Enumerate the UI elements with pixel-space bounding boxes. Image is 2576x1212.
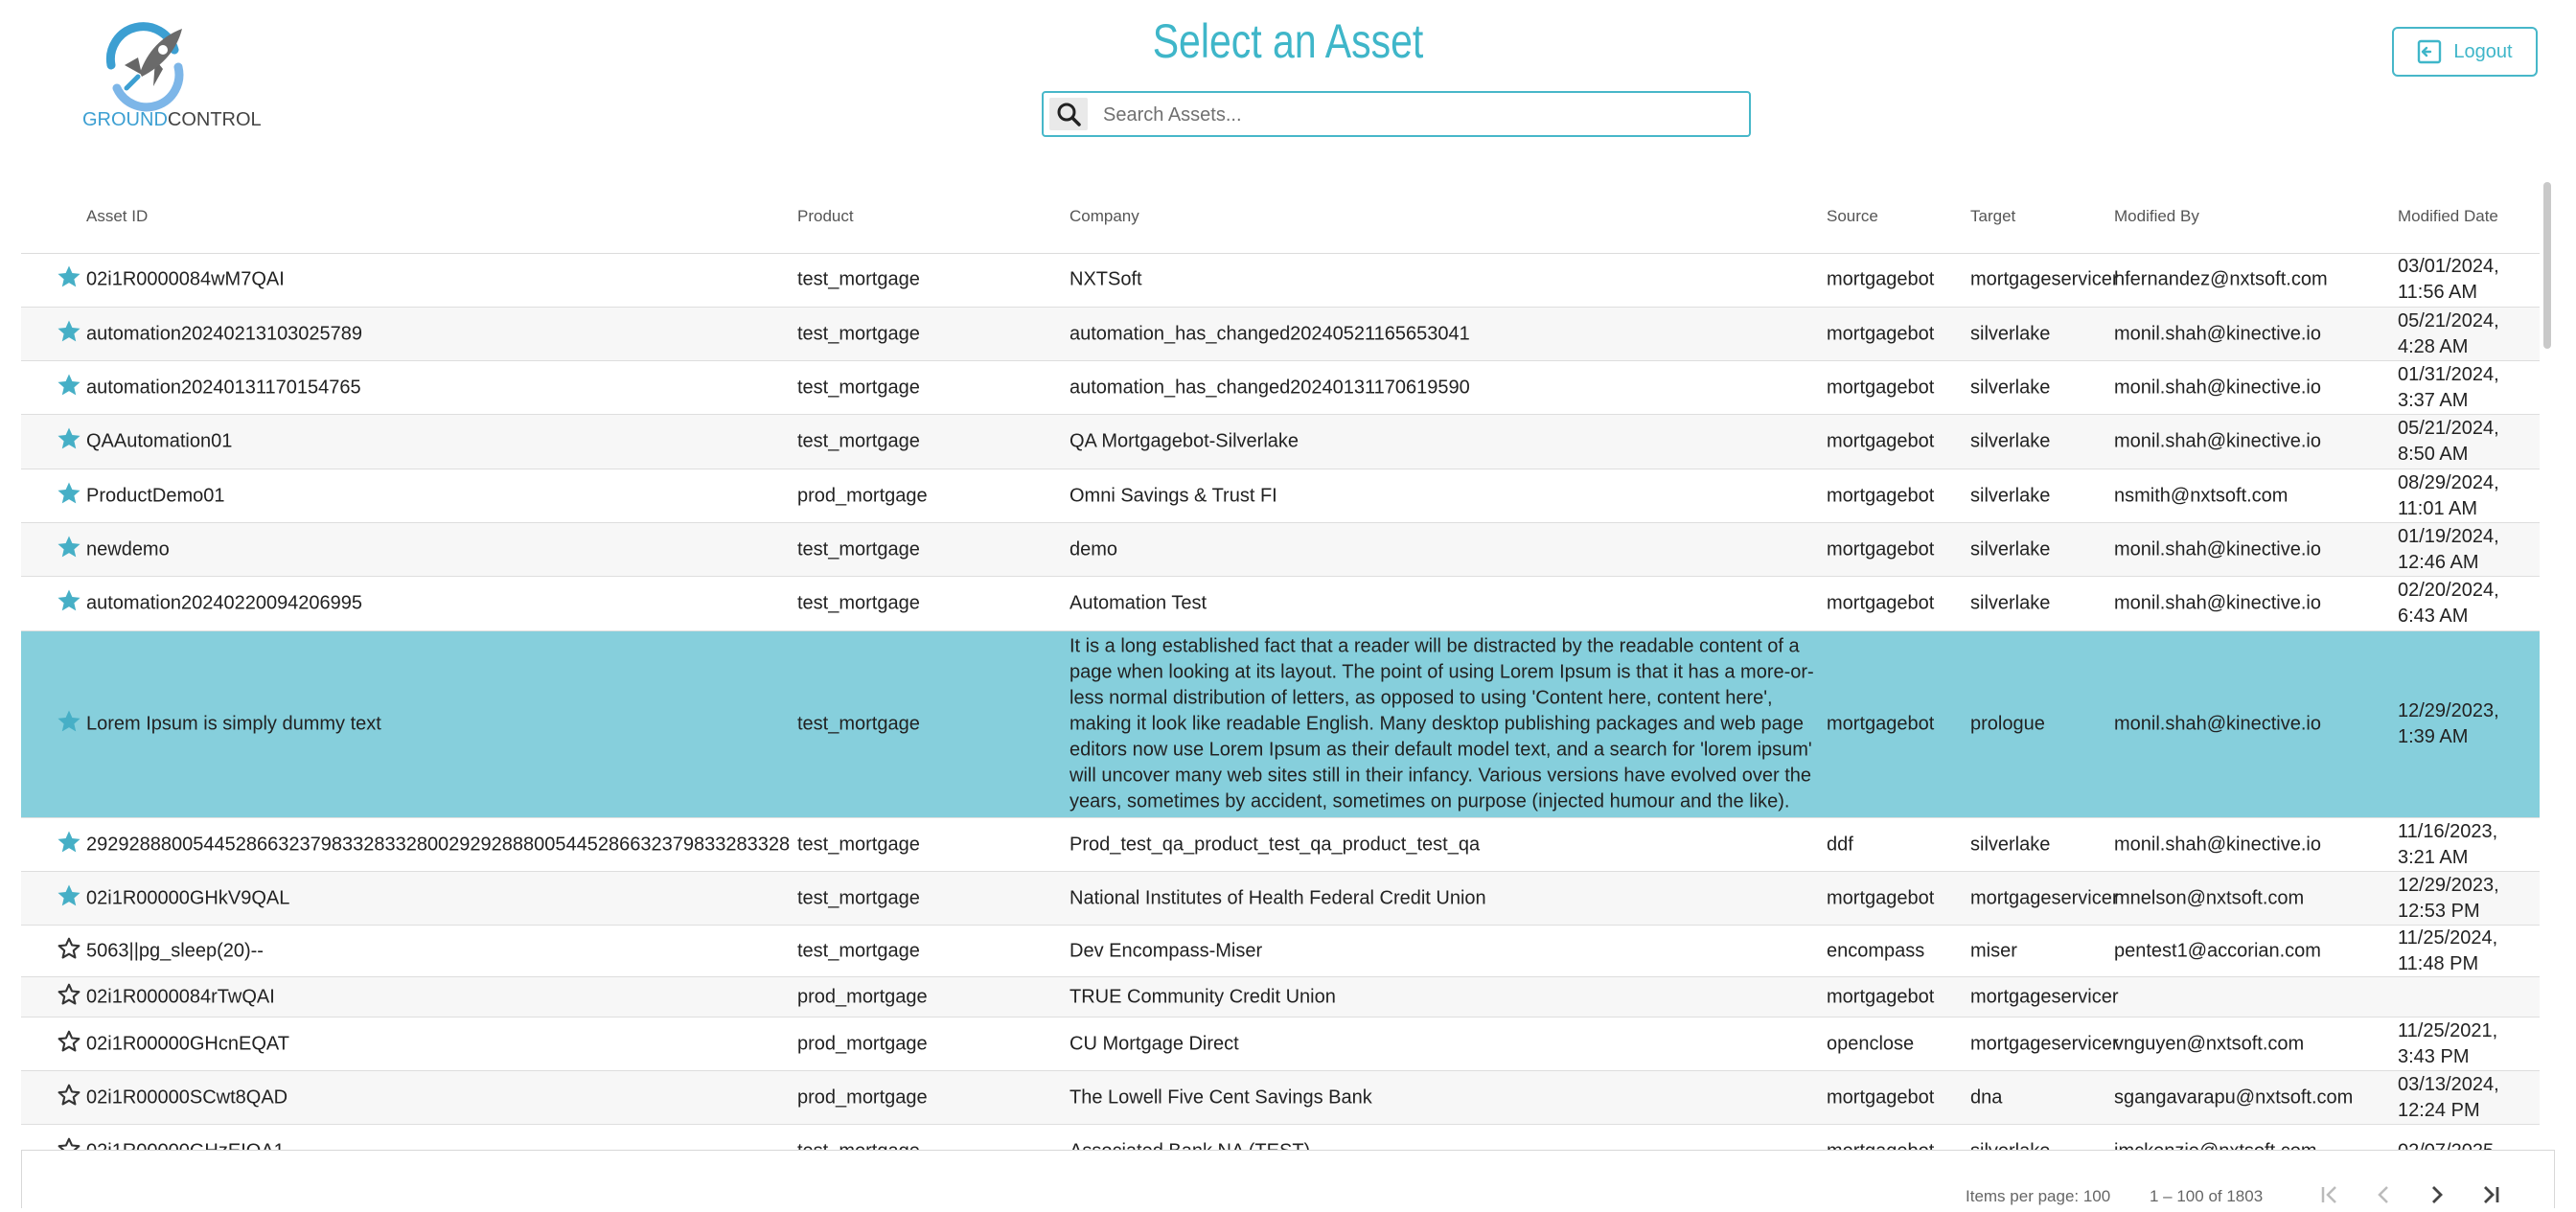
cell-asset-id: automation20240220094206995 (86, 592, 363, 614)
cell-target: mortgageservicer (1970, 887, 2119, 908)
cell-modified-by: monil.shah@kinective.io (2114, 538, 2321, 560)
header-product[interactable]: Product (797, 207, 854, 225)
cell-target: mortgageservicer (1970, 986, 2119, 1007)
cell-product: prod_mortgage (797, 1086, 928, 1108)
cell-company: TRUE Community Credit Union (1070, 986, 1336, 1007)
cell-source: mortgagebot (1827, 377, 1935, 398)
cell-modified-by: monil.shah@kinective.io (2114, 834, 2321, 855)
time-line: 1:39 AM (2398, 726, 2469, 747)
cell-modified-date (2398, 309, 2499, 360)
cell-company: Dev Encompass-Miser (1070, 940, 1263, 961)
star-filled-icon[interactable] (56, 533, 82, 560)
table-scrollbar[interactable] (2540, 182, 2555, 1150)
cell-company: Automation Test (1070, 592, 1208, 614)
star-filled-icon[interactable] (56, 587, 82, 614)
cell-modified-date (2398, 1072, 2499, 1124)
table-row[interactable] (21, 1018, 2540, 1071)
cell-source: mortgagebot (1827, 713, 1935, 735)
star-filled-icon[interactable] (56, 828, 82, 855)
cell-asset-id: 02i1R0000084rTwQAI (86, 986, 275, 1007)
cell-product: test_mortgage (797, 377, 920, 398)
cell-company: NXTSoft (1070, 268, 1142, 290)
table-header (21, 182, 2540, 254)
cell-product: test_mortgage (797, 538, 920, 560)
cell-modified-date (2398, 819, 2497, 871)
cell-source: mortgagebot (1827, 887, 1935, 908)
paginator (21, 1150, 2555, 1208)
star-outline-icon[interactable] (56, 1027, 82, 1054)
cell-asset-id: 02i1R00000SCwt8QAD (86, 1086, 288, 1108)
asset-table (21, 182, 2540, 1150)
star-outline-icon[interactable] (56, 980, 82, 1007)
cell-target: silverlake (1970, 430, 2051, 452)
cell-modified-by: mnelson@nxtsoft.com (2114, 887, 2305, 908)
cell-modified-date (2398, 362, 2499, 414)
time-line: 4:28 AM (2398, 335, 2469, 357)
star-filled-icon[interactable] (56, 425, 82, 452)
date-line: 11/16/2023, (2398, 820, 2498, 842)
cell-asset-id: QAAutomation01 (86, 430, 233, 452)
star-filled-icon[interactable] (56, 263, 82, 290)
cell-target: prologue (1970, 713, 2045, 735)
chevron-left-icon (2370, 1181, 2397, 1208)
logout-button[interactable] (2392, 27, 2538, 77)
star-filled-icon[interactable] (56, 371, 82, 398)
logo-wordmark: GROUNDCONTROL (82, 109, 262, 130)
cell-asset-id: automation20240131170154765 (86, 377, 361, 398)
cell-asset-id: newdemo (86, 538, 170, 560)
date-line: 11/25/2024, (2398, 926, 2498, 949)
cell-modified-date (2398, 698, 2499, 750)
cell-source: mortgagebot (1827, 538, 1935, 560)
cell-asset-id: 02i1R00000GHcnEQAT (86, 1033, 289, 1054)
cell-asset-id: 29292888005445286632379833283328002929288800544528663237983328332​8 (86, 834, 791, 855)
cell-product: test_mortgage (797, 713, 920, 735)
table-row[interactable] (21, 1071, 2540, 1125)
cell-asset-id: ProductDemo01 (86, 485, 225, 506)
cell-target: mortgageservicer (1970, 1033, 2119, 1054)
cell-modified-by: monil.shah@kinective.io (2114, 323, 2321, 344)
time-line: 6:43 AM (2398, 606, 2469, 627)
cell-modified-by: pentest1@accorian.com (2114, 940, 2321, 961)
time-line: 12:53 PM (2398, 900, 2480, 922)
cell-target: silverlake (1970, 834, 2051, 855)
star-filled-icon[interactable] (56, 708, 82, 735)
cell-company: automation_has_changed20240131170619590 (1070, 377, 1470, 398)
table-row[interactable] (21, 361, 2540, 415)
time-line: 3:21 AM (2398, 846, 2469, 868)
cell-company: The Lowell Five Cent Savings Bank (1070, 1086, 1372, 1108)
cell-product: test_mortgage (797, 940, 920, 961)
cell-product: test_mortgage (797, 268, 920, 290)
page-title: Select an Asset (1152, 14, 1424, 68)
header-source[interactable]: Source (1827, 207, 1878, 225)
star-filled-icon[interactable] (56, 479, 82, 506)
cell-company: CU Mortgage Direct (1070, 1033, 1239, 1054)
time-line: 3:37 AM (2398, 389, 2469, 411)
cell-target: silverlake (1970, 323, 2051, 344)
chevron-right-icon (2424, 1181, 2450, 1208)
table-row[interactable] (21, 469, 2540, 523)
table-row[interactable] (21, 308, 2540, 361)
logout-icon (2417, 39, 2444, 64)
cell-modified-by: vnguyen@nxtsoft.com (2114, 1033, 2305, 1054)
logout-label: Logout (2453, 40, 2513, 62)
cell-product: test_mortgage (797, 592, 920, 614)
cell-source: ddf (1827, 834, 1853, 855)
date-line: 05/21/2024, (2398, 418, 2499, 439)
date-line: 03/13/2024, (2398, 1073, 2499, 1095)
time-line: 3:43 PM (2398, 1045, 2470, 1067)
date-line: 05/21/2024, (2398, 309, 2499, 332)
cell-source: mortgagebot (1827, 592, 1935, 614)
date-line: 08/29/2024, (2398, 471, 2499, 493)
items-per-page[interactable]: Items per page: 100 (1966, 1187, 2111, 1205)
cell-target: dna (1970, 1086, 2003, 1108)
star-outline-icon[interactable] (56, 1081, 82, 1108)
cell-product: test_mortgage (797, 430, 920, 452)
date-line: 01/19/2024, (2398, 525, 2499, 547)
cell-source: openclose (1827, 1033, 1915, 1054)
cell-company: demo (1070, 538, 1118, 560)
cell-company: National Institutes of Health Federal Credit Union (1070, 887, 1486, 908)
scrollbar-thumb[interactable] (2543, 182, 2551, 349)
date-line: 12/29/2023, (2398, 700, 2499, 721)
cell-target: silverlake (1970, 485, 2051, 506)
cell-modified-date (2398, 524, 2499, 576)
cell-modified-date (2398, 873, 2499, 925)
cell-asset-id: Lorem Ipsum is simply dummy text (86, 713, 381, 735)
cell-modified-by: monil.shah@kinective.io (2114, 377, 2321, 398)
star-filled-icon[interactable] (56, 881, 82, 908)
table-row[interactable] (21, 577, 2540, 631)
cell-source: mortgagebot (1827, 1086, 1935, 1108)
cell-company: Omni Savings & Trust FI (1070, 485, 1277, 506)
date-line: 03/01/2024, (2398, 256, 2499, 277)
last-page-icon (2477, 1181, 2504, 1208)
table-row[interactable] (21, 253, 2540, 308)
search-box (1042, 91, 1751, 137)
cell-source: mortgagebot (1827, 430, 1935, 452)
star-outline-icon[interactable] (56, 934, 82, 961)
cell-product: prod_mortgage (797, 1033, 928, 1054)
time-line: 11:48 PM (2398, 952, 2479, 974)
cell-modified-by: sgangavarapu@nxtsoft.com (2114, 1086, 2354, 1108)
cell-target: silverlake (1970, 592, 2051, 614)
table-row[interactable] (21, 523, 2540, 577)
cell-product: test_mortgage (797, 887, 920, 908)
cell-modified-by: hfernandez@nxtsoft.com (2114, 268, 2328, 290)
cell-modified-date (2398, 254, 2499, 306)
previous-page-button[interactable] (2366, 1178, 2401, 1212)
header-target[interactable]: Target (1970, 207, 2016, 225)
cell-product: test_mortgage (797, 323, 920, 344)
cell-modified-date (2398, 578, 2499, 629)
cell-modified-date (2398, 416, 2499, 468)
cell-source: mortgagebot (1827, 986, 1935, 1007)
date-line: 12/29/2023, (2398, 874, 2499, 896)
cell-company: automation_has_changed20240521165653041 (1070, 323, 1470, 344)
table-row[interactable] (21, 631, 2540, 818)
cell-target: silverlake (1970, 538, 2051, 560)
first-page-button[interactable] (2312, 1178, 2347, 1212)
cell-asset-id: 02i1R00000GHkV9QAL (86, 887, 290, 908)
next-page-button[interactable] (2420, 1178, 2454, 1212)
cell-company: Prod_test_qa_product_test_qa_product_test_qa (1070, 834, 1481, 855)
cell-company: QA Mortgagebot-Silverlake (1070, 430, 1300, 452)
cell-product: test_mortgage (797, 834, 920, 855)
header-modified-date[interactable]: Modified Date (2398, 207, 2498, 225)
last-page-button[interactable] (2473, 1178, 2508, 1212)
cell-modified-date (2398, 1018, 2497, 1070)
time-line: 8:50 AM (2398, 444, 2469, 465)
star-filled-icon[interactable] (56, 317, 82, 344)
header-asset-id[interactable]: Asset ID (86, 207, 149, 225)
ground-control-logo (82, 21, 262, 134)
date-line: 01/31/2024, (2398, 363, 2499, 385)
page-range: 1 – 100 of 1803 (2150, 1187, 2264, 1205)
cell-asset-id: 02i1R0000084wM7QAI (86, 268, 285, 290)
cell-target: mortgageservicer (1970, 268, 2119, 290)
cell-modified-date (2398, 926, 2497, 977)
search-input[interactable] (1101, 97, 1737, 133)
cell-target: miser (1970, 940, 2017, 961)
header-modified-by[interactable]: Modified By (2114, 207, 2199, 225)
time-line: 11:56 AM (2398, 282, 2478, 303)
first-page-icon (2316, 1181, 2343, 1208)
table-row[interactable] (21, 872, 2540, 926)
search-icon[interactable] (1049, 98, 1088, 130)
rocket-logo-icon (82, 21, 207, 109)
cell-asset-id: 5063||pg_sleep(20)-- (86, 940, 264, 961)
cell-source: mortgagebot (1827, 485, 1935, 506)
time-line: 12:24 PM (2398, 1099, 2480, 1121)
table-row[interactable] (21, 926, 2540, 977)
cell-modified-by: monil.shah@kinective.io (2114, 592, 2321, 614)
cell-source: mortgagebot (1827, 323, 1935, 344)
cell-source: mortgagebot (1827, 268, 1935, 290)
table-row[interactable] (21, 818, 2540, 872)
cell-asset-id: automation20240213103025789 (86, 323, 363, 344)
cell-modified-by: nsmith@nxtsoft.com (2114, 485, 2288, 506)
cell-company: It is a long established fact that a reader will be distracted by the readable content of a page when looking at its layout. The point of using Lorem Ipsum is that it has a more-or-less normal distribution of letters, as opposed to using 'Content here, content here', making it look like readable English. Many desktop publishing packages and web page editors now use Lorem Ipsum as their default model text, and a search for 'lorem ipsum' will uncover many web sites still in their infancy. Various versions have evolved over the years, sometimes by accident, sometimes on purpose (injected humour and the like). (1070, 635, 1814, 812)
cell-modified-date (2398, 470, 2499, 522)
cell-source: encompass (1827, 940, 1925, 961)
time-line: 11:01 AM (2398, 497, 2478, 519)
table-row[interactable] (21, 415, 2540, 469)
table-row[interactable] (21, 977, 2540, 1018)
time-line: 12:46 AM (2398, 551, 2479, 573)
date-line: 02/20/2024, (2398, 580, 2499, 601)
header-company[interactable]: Company (1070, 207, 1139, 225)
cell-product: prod_mortgage (797, 485, 928, 506)
cell-product: prod_mortgage (797, 986, 928, 1007)
cell-target: silverlake (1970, 377, 2051, 398)
cell-modified-by: monil.shah@kinective.io (2114, 430, 2321, 452)
date-line: 11/25/2021, (2398, 1019, 2498, 1041)
cell-modified-by: monil.shah@kinective.io (2114, 713, 2321, 735)
